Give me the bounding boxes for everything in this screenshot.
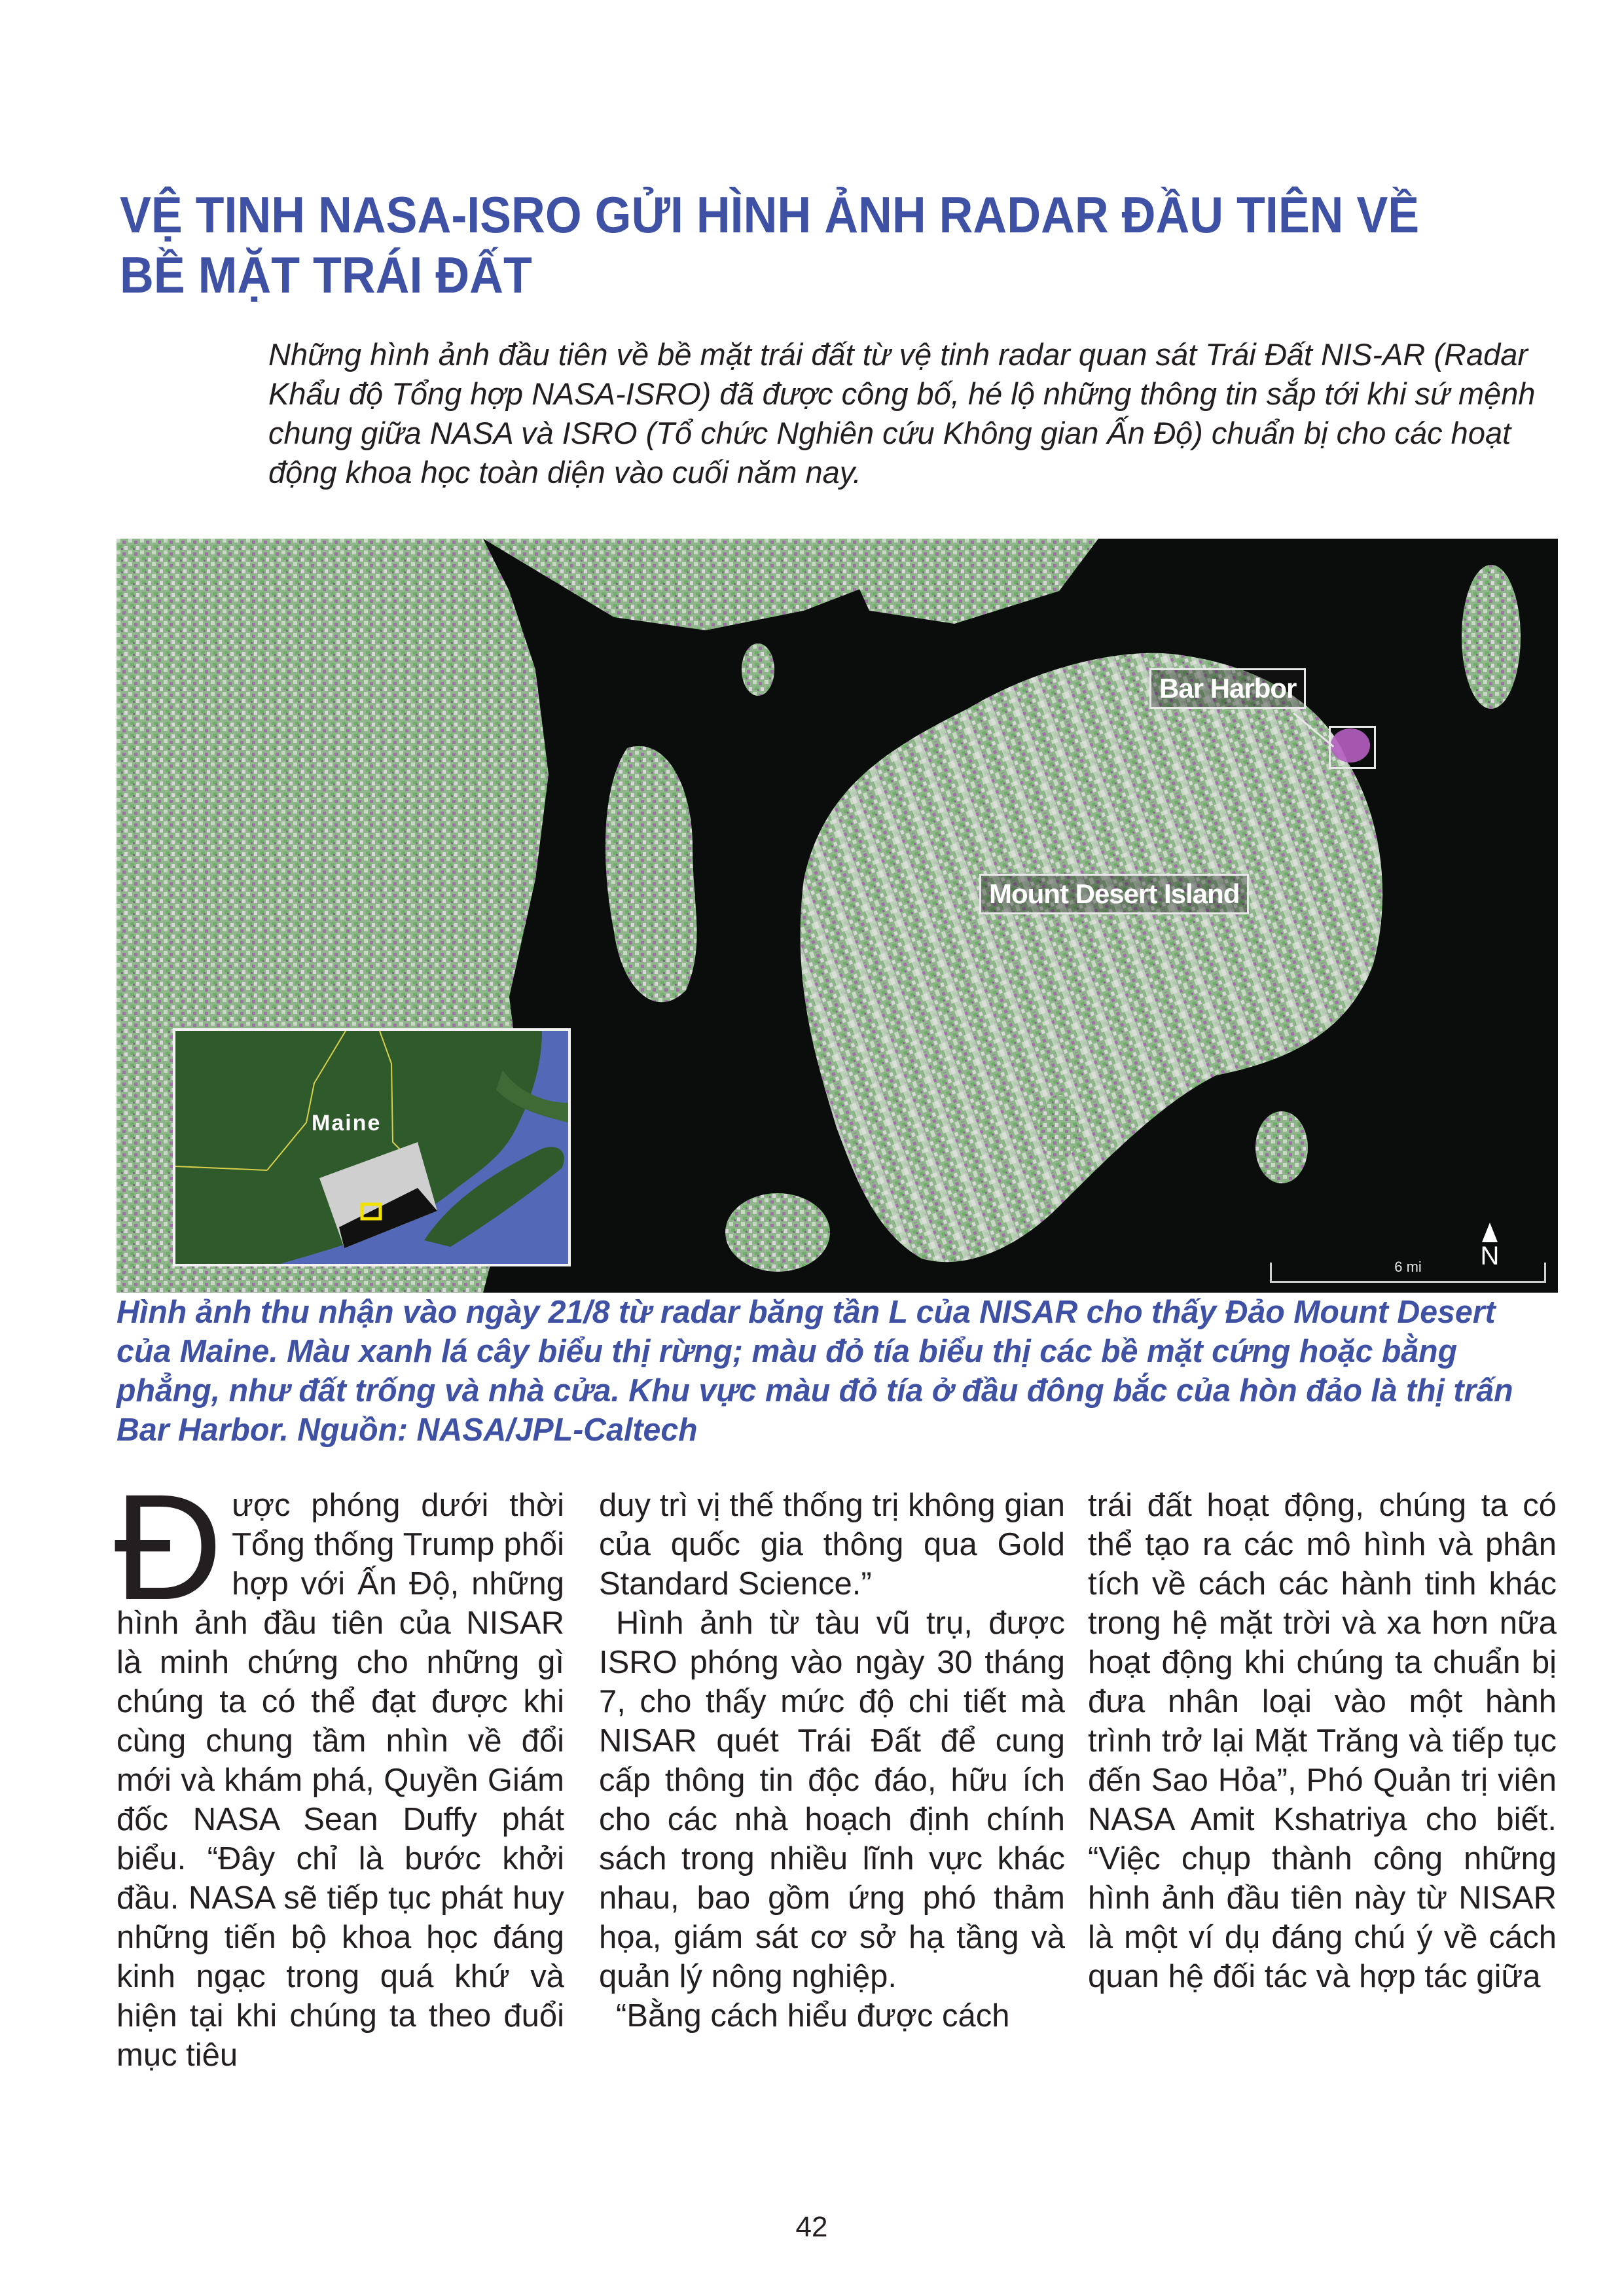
radar-image-figure <box>117 539 1558 1293</box>
locator-inset-map <box>173 1028 571 1266</box>
figure-caption: Hình ảnh thu nhận vào ngày 21/8 từ radar băng tần L của NISAR cho thấy Đảo Mount Desert của Maine. Màu xanh lá cây biểu thị rừng; màu đỏ tía biểu thị các bề mặt cứng hoặc bằng phẳng, như đất trống và nhà cửa. Khu vực màu đỏ tía ở đầu đông bắc của hòn đảo là thị trấn Bar Harbor. Nguồn: NASA/JPL-Caltech <box>117 1295 1513 1448</box>
inset-maine-label: Maine <box>312 1111 382 1136</box>
body-paragraph: duy trì vị thế thống trị không gian của quốc gia thông qua Gold Standard Science.” <box>599 1488 1065 1602</box>
body-paragraph: Hình ảnh từ tàu vũ trụ, được ISRO phóng vào ngày 30 tháng 7, cho thấy mức độ chi tiết mà NISAR quét Trái Đất để cung cấp thông tin độc đáo, hữu ích cho các nhà hoạch định chính sách trong nhiều lĩnh vực khác nhau, bao gồm ứng phó thảm họa, giám sát cơ sở hạ tầng và quản lý nông nghiệp. <box>599 1605 1065 1994</box>
bar-harbor-label: Bar Harbor <box>1149 668 1306 709</box>
body-paragraph: ược phóng dưới thời Tổng thống Trump phối hợp với Ấn Độ, những hình ảnh đầu tiên của NISAR là minh chứng cho những gì chúng ta có thể đạt được khi cùng chung tầm nhìn về đổi mới và khám phá, Quyền Giám đốc NASA Sean Duffy phát biểu. “Đây chỉ là bước khởi đầu. NASA sẽ tiếp tục phát huy những tiến bộ khoa học đáng kinh ngạc trong quá khứ và hiện tại khi chúng ta theo đuổi mục tiêu <box>117 1488 564 2073</box>
article-title: VỆ TINH NASA-ISRO GỬI HÌNH ẢNH RADAR ĐẦU TIÊN VỀ BỀ MẶT TRÁI ĐẤT <box>120 186 1420 304</box>
article-intro: Những hình ảnh đầu tiên về bề mặt trái đất từ vệ tinh radar quan sát Trái Đất NIS-AR (Radar Khẩu độ Tổng hợp NASA-ISRO) đã được công bố, hé lộ những thông tin sắp tới khi sứ mệnh chung giữa NASA và ISRO (Tổ chức Nghiên cứu Không gian Ấn Độ) chuẩn bị cho các hoạt động khoa học toàn diện vào cuối năm nay. <box>268 337 1536 490</box>
bar-harbor-highlight-box <box>1329 726 1376 769</box>
page-number: 42 <box>795 2211 828 2243</box>
body-column-1 <box>114 1463 564 2075</box>
mount-desert-island-label: Mount Desert Island <box>979 874 1249 914</box>
drop-cap: Đ <box>114 1463 223 1631</box>
body-column-2 <box>599 1486 1065 2036</box>
scale-bar-label: 6 mi <box>1394 1259 1422 1275</box>
inset-map-image <box>175 1031 568 1264</box>
body-paragraph: “Bằng cách hiểu được cách <box>616 1998 1010 2034</box>
body-paragraph: trái đất hoạt động, chúng ta có thể tạo ra các mô hình và phân tích về cách các hành tinh khác trong hệ mặt trời và xa hơn nữa hoạt động khi chúng ta chuẩn bị đưa nhân loại vào một hành trình trở lại Mặt Trăng và tiếp tục đến Sao Hỏa”, Phó Quản trị viên NASA Amit Kshatriya cho biết. “Việc chụp thành công những hình ảnh đầu tiên này từ NISAR là một ví dụ đáng chú ý về cách quan hệ đối tác và hợp tác giữa <box>1088 1488 1557 1994</box>
body-column-3 <box>1088 1486 1557 1996</box>
north-label: N <box>1480 1242 1500 1270</box>
north-arrow-icon <box>1482 1223 1498 1242</box>
scale-bar <box>1270 1259 1546 1283</box>
